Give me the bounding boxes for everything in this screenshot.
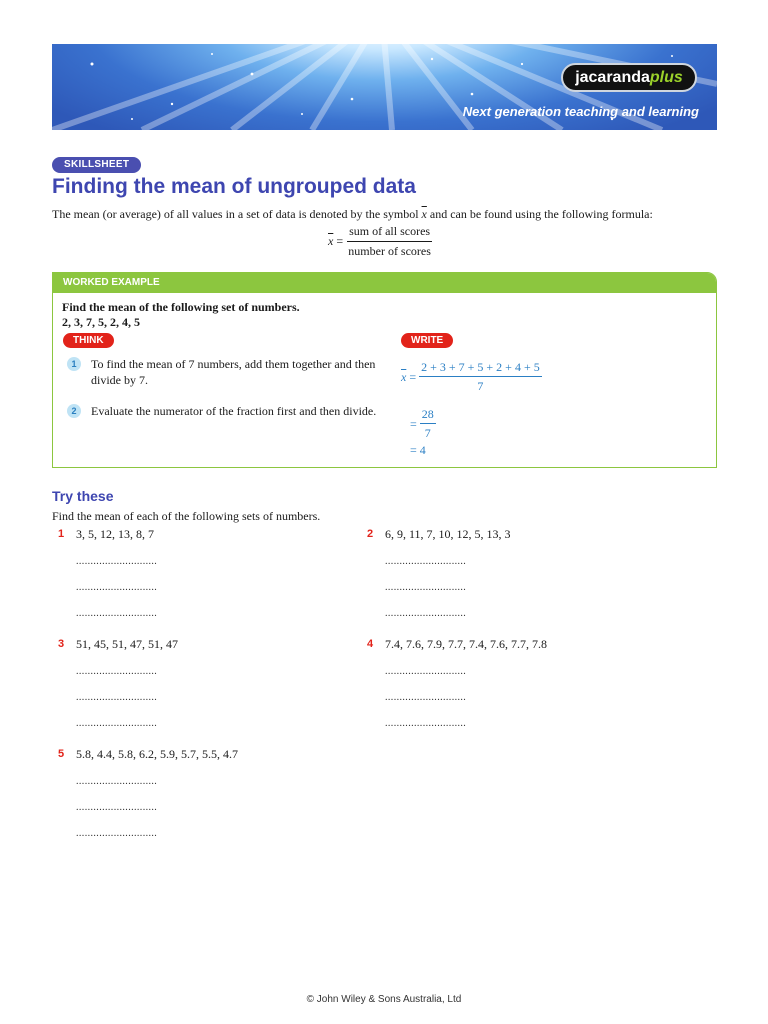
- answer-line[interactable]: ............................: [385, 608, 467, 619]
- answer-line[interactable]: ............................: [76, 692, 158, 703]
- write-step-2: [410, 407, 436, 441]
- write2-fraction: [420, 407, 436, 441]
- write1-lhs: $\overline{x}$: [401, 369, 407, 384]
- write2-equals: =: [410, 416, 417, 431]
- question-text-5: 5.8, 4.4, 5.8, 6.2, 5.9, 5.7, 5.5, 4.7: [76, 747, 238, 761]
- tagline: Next generation teaching and learning: [462, 104, 699, 119]
- answer-line[interactable]: ............................: [385, 582, 467, 593]
- answer-line[interactable]: ............................: [76, 776, 158, 787]
- header-banner: [52, 44, 717, 130]
- write-step-3: = 4: [410, 443, 426, 457]
- question-text-3: 51, 45, 51, 47, 51, 47: [76, 637, 178, 651]
- answer-line[interactable]: ............................: [385, 666, 467, 677]
- answer-line[interactable]: ............................: [385, 718, 467, 729]
- answer-line[interactable]: ............................: [385, 692, 467, 703]
- step-text-1: To find the mean of 7 numbers, add them together and then divide by 7.: [91, 357, 376, 387]
- logo-text-plus: plus: [649, 68, 683, 86]
- try-these-heading: Try these: [52, 488, 114, 504]
- question-number-1: 1: [58, 528, 65, 540]
- answer-line[interactable]: ............................: [385, 556, 467, 567]
- think-label: THINK: [63, 333, 114, 348]
- question-text-1: 3, 5, 12, 13, 8, 7: [76, 527, 154, 541]
- write2-numerator: 28: [420, 407, 436, 424]
- copyright-footer: © John Wiley & Sons Australia, Ltd: [306, 994, 462, 1005]
- formula-lhs: $\overline{x}$: [328, 234, 334, 248]
- skillsheet-badge: SKILLSHEET: [52, 157, 141, 173]
- question-text-2: 6, 9, 11, 7, 10, 12, 5, 13, 3: [385, 527, 511, 541]
- step-number-1: 1: [67, 357, 81, 371]
- answer-line[interactable]: ............................: [76, 802, 158, 813]
- mean-symbol: $\overline{x}$: [421, 207, 427, 221]
- question-number-2: 2: [367, 528, 374, 540]
- formula-equals: =: [336, 234, 344, 248]
- try-these-intro: Find the mean of each of the following sets of numbers.: [52, 509, 321, 523]
- intro-text: [52, 207, 653, 222]
- question-number-5: 5: [58, 748, 65, 760]
- worked-example-header: WORKED EXAMPLE: [53, 273, 716, 293]
- step-text-2: Evaluate the numerator of the fraction first and then divide.: [91, 404, 377, 418]
- write-step-1: [401, 360, 542, 394]
- question-text-4: 7.4, 7.6, 7.9, 7.7, 7.4, 7.6, 7.7, 7.8: [385, 637, 547, 651]
- answer-line[interactable]: ............................: [76, 556, 158, 567]
- write1-denominator: 7: [477, 379, 484, 393]
- write1-numerator: 2 + 3 + 7 + 5 + 2 + 4 + 5: [419, 360, 542, 377]
- intro-text-before: The mean (or average) of all values in a set of data is denoted by the symbol: [52, 207, 422, 221]
- intro-text-after: and can be found using the following formula:: [426, 207, 653, 221]
- jacaranda-plus-logo: [561, 63, 697, 92]
- page-title: Finding the mean of ungrouped data: [52, 175, 416, 198]
- write-label: WRITE: [401, 333, 453, 348]
- answer-line[interactable]: ............................: [76, 828, 158, 839]
- question-number-3: 3: [58, 638, 65, 650]
- logo-text-jacaranda: jacaranda: [575, 68, 650, 86]
- formula-numerator: sum of all scores: [347, 224, 432, 242]
- worked-example-box: [52, 272, 717, 468]
- worked-example-question-line2: 2, 3, 7, 5, 2, 4, 5: [62, 315, 140, 329]
- formula-fraction: [347, 224, 432, 259]
- answer-line[interactable]: ............................: [76, 608, 158, 619]
- write2-denominator: 7: [424, 426, 431, 440]
- answer-line[interactable]: ............................: [76, 666, 158, 677]
- mean-formula: [328, 224, 432, 259]
- write1-fraction: [419, 360, 542, 394]
- worked-example-question-line1: Find the mean of the following set of numbers.: [62, 300, 300, 314]
- answer-line[interactable]: ............................: [76, 718, 158, 729]
- answer-line[interactable]: ............................: [76, 582, 158, 593]
- question-number-4: 4: [367, 638, 374, 650]
- formula-denominator: number of scores: [348, 244, 431, 258]
- write1-equals: =: [409, 369, 417, 384]
- step-number-2: 2: [67, 404, 81, 418]
